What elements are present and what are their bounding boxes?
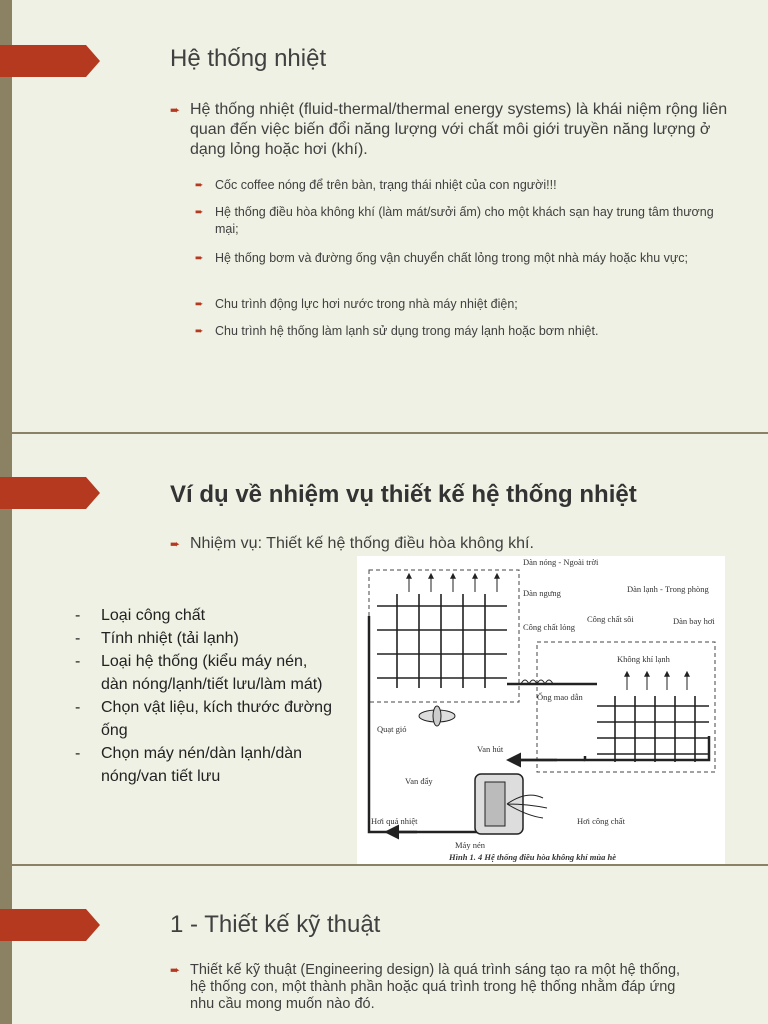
arrow-bullet-icon: ➨: [195, 180, 204, 191]
title-tag: [0, 45, 100, 77]
arrow-bullet-icon: ➨: [170, 963, 181, 977]
sub-bullet: ➨ Hệ thống điều hòa không khí (làm mát/sưởi ấm) cho một khách sạn hay trung tâm thương mại;: [195, 205, 714, 236]
bullet-text: ➨ Hệ thống nhiệt (fluid-thermal/thermal energy systems) là khái niệm rộng liên quan đến việc biến đổi năng lượng với chất môi giới truyền năng lượng ở dạng lỏng hoặc hơi (khí).: [170, 101, 728, 158]
slide-2: [0, 434, 768, 864]
label-capillary: Ống mao dẫn: [537, 692, 583, 702]
list-item: - Loại hệ thống (kiểu máy nén, dàn nóng/lạnh/tiết lưu/làm mát): [75, 650, 335, 696]
label-fan: Quạt gió: [377, 724, 407, 734]
diagram-svg: [357, 556, 725, 864]
bullet-text: ➨ Nhiệm vụ: Thiết kế hệ thống điều hòa không khí.: [170, 535, 534, 552]
arrow-bullet-icon: ➨: [195, 299, 204, 310]
sub-bullet: ➨ Chu trình hệ thống làm lạnh sử dụng trong máy lạnh hoặc bơm nhiệt.: [195, 324, 599, 338]
figure-caption: Hình 1. 4 Hệ thống điều hòa không khí mùa hè: [449, 852, 616, 862]
air-conditioning-diagram: [357, 556, 725, 864]
slide-1: [0, 0, 768, 432]
label-refrigerant-vapor: Hơi công chất: [577, 816, 625, 826]
compressor-icon: [475, 774, 547, 834]
condenser-coil: [377, 594, 507, 688]
arrow-bullet-icon: ➨: [195, 326, 204, 337]
label-outdoor-unit: Dàn nóng - Ngoài trời: [523, 557, 599, 567]
sub-bullet: ➨ Cốc coffee nóng để trên bàn, trạng thái nhiệt của con người!!!: [195, 178, 557, 192]
cold-air-arrows: [627, 672, 687, 690]
bullet-text: ➨ Thiết kế kỹ thuật (Engineering design) là quá trình sáng tạo ra một hệ thống, hệ thống con, một thành phần hoặc quá trình trong hệ thống nhằm đáp ứng nhu cầu mong muốn nào đó.: [170, 962, 681, 1012]
label-liquid-refrigerant: Công chất lỏng: [523, 622, 575, 632]
arrow-bullet-icon: ➨: [195, 253, 204, 264]
list-item: - Loại công chất: [75, 604, 335, 627]
label-discharge-valve: Van đẩy: [405, 776, 433, 786]
arrow-bullet-icon: ➨: [195, 207, 204, 218]
sub-bullet: ➨ Hệ thống bơm và đường ống vận chuyển chất lỏng trong một nhà máy hoặc khu vực;: [195, 251, 688, 265]
arrow-bullet-icon: ➨: [170, 103, 181, 117]
list-item: - Chọn máy nén/dàn lạnh/dàn nóng/van tiết lưu: [75, 742, 335, 788]
label-evaporator: Dàn bay hơi: [673, 616, 715, 626]
label-boiling-refrigerant: Công chất sôi: [587, 614, 634, 624]
list-item: - Tính nhiệt (tải lạnh): [75, 627, 335, 650]
slide-title: Ví dụ về nhiệm vụ thiết kế hệ thống nhiệt: [170, 481, 637, 508]
outdoor-fan-icon: [419, 706, 455, 726]
slide-3: [0, 866, 768, 1024]
label-cold-air: Không khí lạnh: [617, 654, 670, 664]
sub-bullet: ➨ Chu trình động lực hơi nước trong nhà máy nhiệt điện;: [195, 297, 518, 311]
heat-out-arrows: [409, 574, 497, 592]
list-item: - Chọn vật liệu, kích thước đường ống: [75, 696, 335, 742]
label-suction-valve: Van hút: [477, 744, 504, 754]
label-indoor-unit: Dàn lạnh - Trong phòng: [627, 584, 709, 594]
label-compressor: Máy nén: [455, 840, 485, 850]
requirement-list: [75, 604, 335, 788]
slide-title: Hệ thống nhiệt: [170, 45, 327, 72]
title-tag: [0, 477, 100, 509]
label-superheated-vapor: Hơi quá nhiệt: [371, 816, 418, 826]
evaporator-coil: [597, 696, 709, 762]
left-stripe: [0, 866, 12, 1024]
label-condenser: Dàn ngưng: [523, 588, 561, 598]
refrigerant-piping: [369, 616, 709, 832]
arrow-bullet-icon: ➨: [170, 537, 181, 551]
title-tag: [0, 909, 100, 941]
slide-title: 1 - Thiết kế kỹ thuật: [170, 911, 381, 938]
